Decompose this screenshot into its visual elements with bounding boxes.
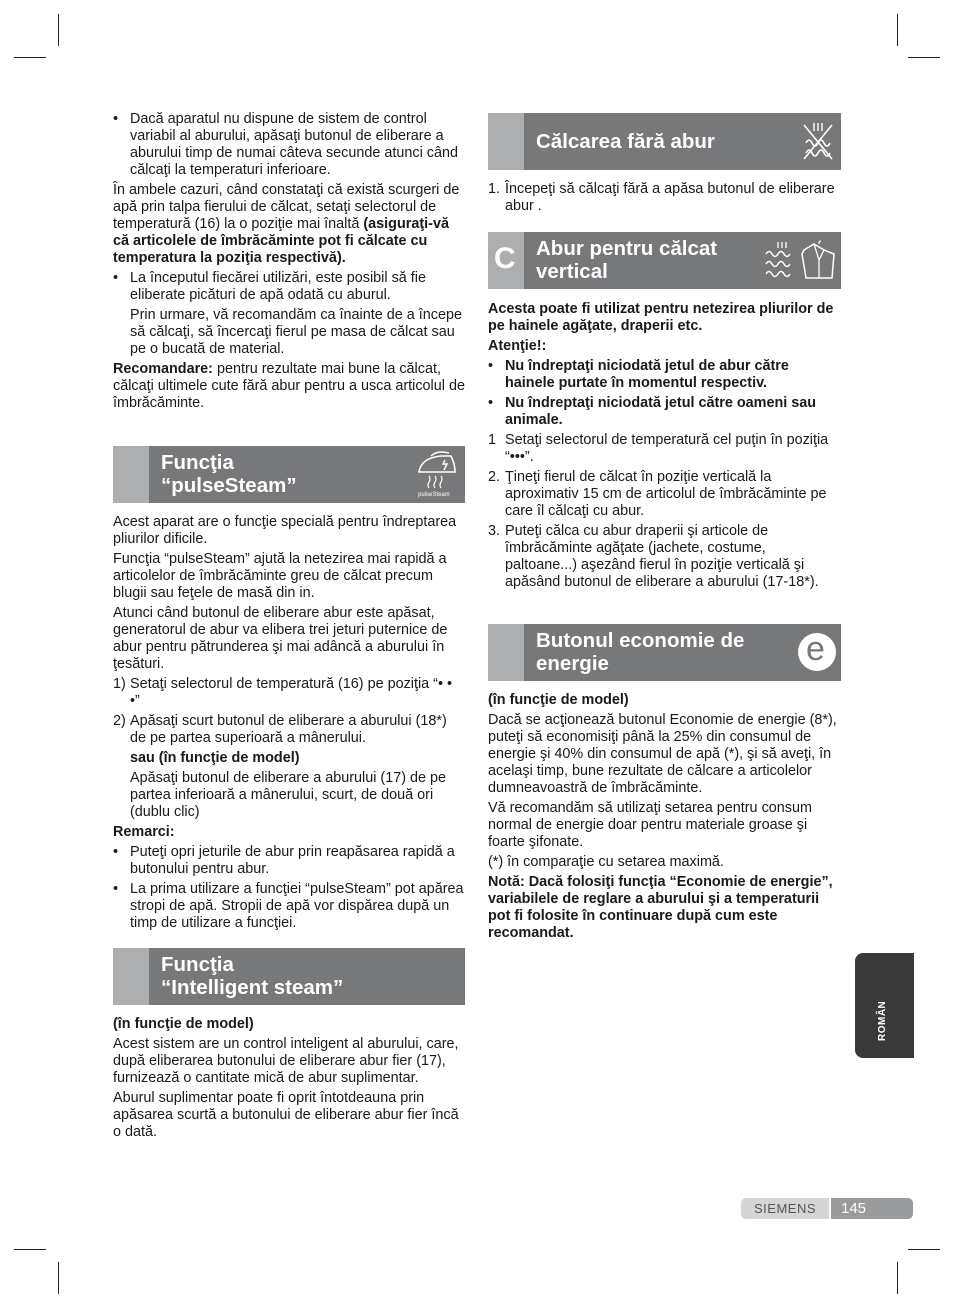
paragraph: Notă: Dacă folosiţi funcţia “Economie de energie”, variabilele de reglare a aburului şi a temperaturii pot fi folosite în continuare după cum este recomandat.	[488, 874, 833, 941]
section-header-energy-saving	[488, 624, 841, 681]
crop-mark	[14, 1249, 46, 1250]
list-item: • Nu îndreptaţi niciodată jetul de abur către hainele purtate în momentul respectiv.	[488, 358, 789, 391]
paragraph: În ambele cazuri, când constataţi că există scurgeri de apă prin talpa fierului de călcat, setaţi selectorul de temperatură (16) la o poziţie mai înaltă (asiguraţi-vă că articolele de îmbrăcăminte pot fi călcate cu temperatura la poziţia respectivă).	[113, 182, 460, 266]
crop-mark	[14, 57, 46, 58]
pulsesteam-iron-icon	[415, 450, 461, 505]
brand-label: SIEMENS	[741, 1198, 829, 1219]
crop-mark	[58, 1262, 59, 1294]
crop-mark	[908, 1249, 940, 1250]
section-header-intelligent-steam	[113, 948, 465, 1005]
paragraph: Prin urmare, vă recomandăm ca înainte de a începe să călcaţi, să încercaţi fierul pe masa de călcat sau pe o bucată de material.	[130, 307, 462, 357]
list-item: • Dacă aparatul nu dispune de sistem de control variabil al aburului, apăsaţi butonul de eliberare a aburului timp de numai câteva secunde atunci când călcaţi la temperaturi inferioare.	[113, 111, 458, 178]
crop-mark	[897, 14, 898, 46]
paragraph: (în funcţie de model)	[113, 1016, 254, 1032]
list-item: • Puteţi opri jeturile de abur prin reapăsarea rapidă a butonului pentru abur.	[113, 844, 455, 877]
vertical-steam-text	[488, 301, 841, 594]
pulsesteam-text	[113, 514, 465, 935]
header-tab	[488, 232, 524, 289]
crop-mark	[908, 57, 940, 58]
paragraph: Atenţie!:	[488, 338, 547, 354]
paragraph: Acesta poate fi utilizat pentru netezirea pliurilor de pe hainele agăţate, draperii etc.	[488, 301, 834, 334]
list-item: • La începutul fiecărei utilizări, este posibil să fie eliberate picături de apă odată cu aburul.	[113, 270, 426, 303]
crop-mark	[897, 1262, 898, 1294]
numbered-step: 1) Setaţi selectorul de temperatură (16) pe poziţia “• • •”	[113, 676, 453, 709]
numbered-step: 2. Ţineţi fierul de călcat în poziţie verticală la aproximativ 15 cm de articolul de îmbrăcăminte pe care îl călcaţi cu abur.	[488, 469, 827, 519]
numbered-step: 3. Puteţi călca cu abur draperii şi articole de îmbrăcăminte agăţate (jachete, costume, paltoane...) aşezând fierul în poziţie verticală şi apăsând butonul de eliberare a aburului (17-18*).	[488, 523, 819, 590]
numbered-step: 2) Apăsaţi scurt butonul de eliberare a aburului (18*) de pe partea superioară a mânerului.	[113, 713, 447, 746]
paragraph: Dacă se acţionează butonul Economie de energie (8*), puteţi să economisiţi până la 25% din consumul de energie şi 40% din consumul de apă (*), şi să aveţi, în acelaşi timp, bune rezultate de călcare a articolelor dumneavoastră de îmbrăcăminte.	[488, 712, 837, 796]
paragraph: Acest sistem are un control inteligent al aburului, care, după eliberarea butonului de eliberare abur fier (17), furnizează o cantitate mică de abur suplimentar.	[113, 1036, 459, 1086]
header-tab	[113, 446, 149, 503]
pulsesteam-icon-label: pulseSteam	[418, 492, 450, 498]
header-tab	[113, 948, 149, 1005]
paragraph: Acest aparat are o funcţie specială pentru îndreptarea pliurilor dificile.	[113, 514, 457, 547]
energy-saving-text	[488, 692, 841, 945]
paragraph: (în funcţie de model)	[488, 692, 629, 708]
no-steam-text	[488, 181, 841, 218]
paragraph: Remarci:	[113, 824, 175, 840]
numbered-step: 1. Începeţi să călcaţi fără a apăsa butonul de eliberare abur .	[488, 181, 835, 214]
paragraph: sau (în funcţie de model)	[130, 750, 300, 766]
paragraph: Vă recomandăm să utilizaţi setarea pentru consum normal de energie doar pentru materiale groase şi foarte şifonate.	[488, 800, 812, 850]
section-header-pulsesteam	[113, 446, 465, 503]
page-number: 145	[831, 1198, 913, 1219]
paragraph: Funcţia “pulseSteam” ajută la netezirea mai rapidă a articolelor de îmbrăcăminte greu de călcat precum blugii sau feţele de masă din in.	[113, 551, 447, 601]
section-title: Funcţia “pulseSteam”	[161, 451, 297, 497]
paragraph: Apăsaţi butonul de eliberare a aburului (17) de pe partea inferioară a mânerului, scurt, de două ori (dublu clic)	[130, 770, 447, 820]
intelligent-steam-text	[113, 1016, 465, 1144]
section-title: Funcţia “Intelligent steam”	[161, 953, 344, 999]
paragraph: Atunci când butonul de eliberare abur este apăsat, generatorul de abur va elibera trei jeturi puternice de abur pentru pătrunderea şi mai adâncă a aburului în ţesături.	[113, 605, 448, 672]
header-tab	[488, 113, 524, 170]
section-title: Călcarea fără abur	[536, 130, 715, 153]
language-tab: ROMÂN	[855, 953, 914, 1058]
paragraph: Recomandare: pentru rezultate mai bune la călcat, călcaţi ultimele cute fără abur pentru a usca articolul de îmbrăcăminte.	[113, 361, 465, 411]
section-title: Abur pentru călcat vertical	[536, 237, 718, 283]
list-item: • La prima utilizare a funcţiei “pulseSteam” pot apărea stropi de apă. Stropii de apă vor dispărea după un timp de utilizare a funcţiei.	[113, 881, 464, 931]
list-item: • Nu îndreptaţi niciodată jetul către oameni sau animale.	[488, 395, 817, 428]
section-header-vertical-steam	[488, 232, 841, 289]
eco-e-icon: e	[798, 633, 836, 671]
section-title: Butonul economie de energie	[536, 629, 745, 675]
paragraph: Aburul suplimentar poate fi oprit întotdeauna prin apăsarea scurtă a butonului de eliberare abur fier încă o dată.	[113, 1090, 459, 1140]
no-steam-icon	[800, 121, 836, 166]
vertical-steam-icon	[762, 240, 838, 287]
numbered-step: 1 Setaţi selectorul de temperatură cel puţin în poziţia “•••”.	[488, 432, 829, 465]
left-intro-text	[113, 111, 465, 415]
paragraph: (*) în comparaţie cu setarea maximă.	[488, 854, 724, 870]
header-tab	[488, 624, 524, 681]
crop-mark	[58, 14, 59, 46]
section-header-no-steam	[488, 113, 841, 170]
section-letter: C	[494, 242, 516, 275]
